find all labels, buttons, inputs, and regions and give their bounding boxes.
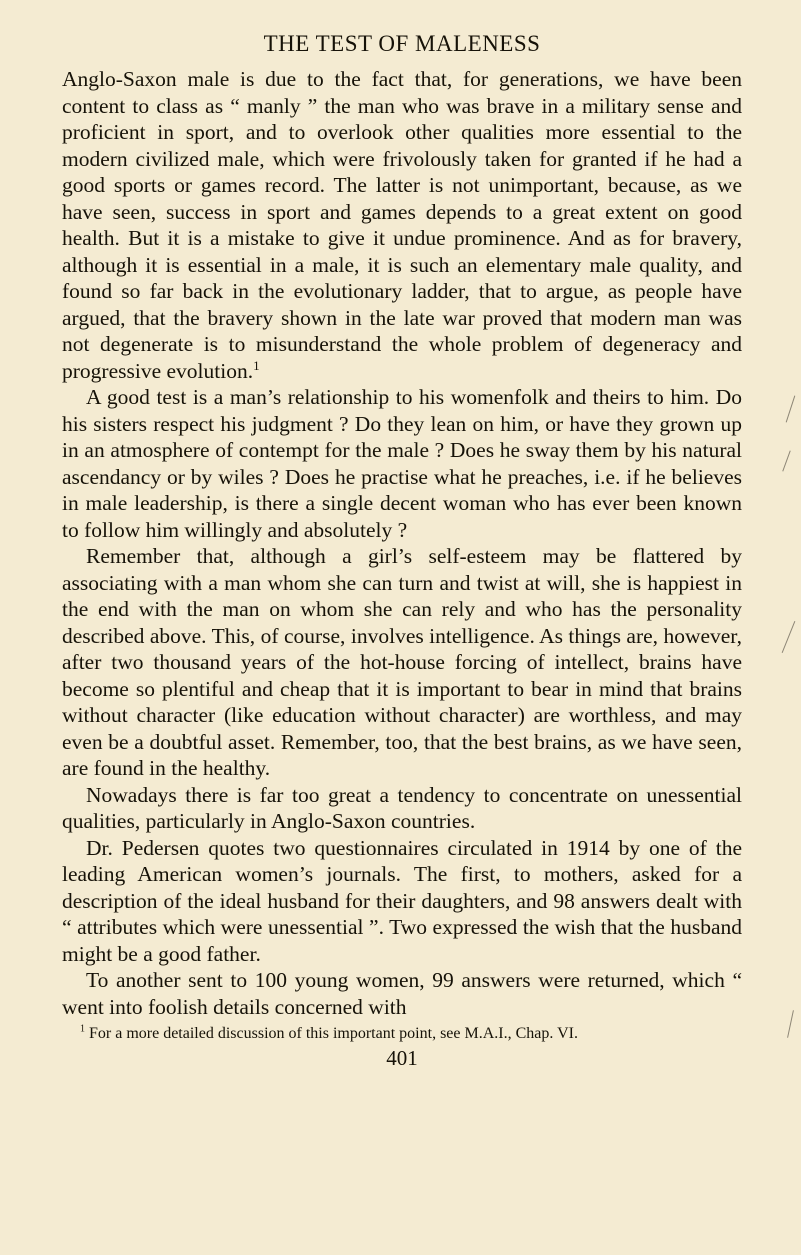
paragraph-5: Dr. Pedersen quotes two questionnaires circulated in 1914 by one of the leading American women’s journals. The first, to mothers, asked for a description of the ideal husband for their daughters, and 98 answers dealt with “ attributes which were unessential ”. Two expressed the wish that the husband might be a good father. (62, 835, 742, 966)
paragraph-4: Nowadays there is far too great a tendency to concentrate on unessential qualities, particularly in Anglo-Saxon countries. (62, 782, 742, 833)
footnote-reference: 1 (253, 357, 260, 373)
margin-pencil-mark (786, 396, 796, 423)
footnote-marker: 1 (80, 1023, 85, 1035)
page-number: 401 (386, 1046, 418, 1070)
footnote (62, 1024, 742, 1044)
book-page (62, 30, 742, 1070)
paragraph-1 (62, 66, 742, 384)
margin-pencil-mark (787, 1010, 794, 1038)
paragraph-3: Remember that, although a girl’s self-esteem may be flattered by associating with a man whom she can turn and twist at will, she is happiest in the end with the man on whom she can rely and who has the personality described above. This, of course, involves intelligence. As things are, however, after two thousand years of the hot-house forcing of intellect, brains have become so plentiful and cheap that it is important to bear in mind that brains without character (like education without character) are worthless, and may even be a doubtful asset. Remember, too, that the best brains, as we have seen, are found in the healthy. (62, 544, 742, 780)
paragraph-1-text: Anglo-Saxon male is due to the fact that, for generations, we have been content to class as “ manly ” the man who was brave in a military sense and proficient in sport, and to overlook other qualities more essential to the modern civilized male, which were frivolously taken for granted if he had a good sports or games record. The latter is not unimportant, because, as we have seen, success in sport and games depends to a great extent on good health. But it is a mistake to give it undue prominence. And as for bravery, although it is essential in a male, it is such an elementary male quality, and found so far back in the evolutionary ladder, that to argue, as people have argued, that the bravery shown in the late war proved that modern man was not degenerate is to misunderstand the whole problem of degeneracy and progressive evolution. (62, 67, 742, 383)
paragraph-6: To another sent to 100 young women, 99 answers were returned, which “ went into foolish details concerned with (62, 968, 742, 1019)
footnote-text: For a more detailed discussion of this important point, see M.A.I., Chap. VI. (89, 1025, 578, 1042)
margin-pencil-mark (782, 450, 790, 471)
paragraph-2: A good test is a man’s relationship to his womenfolk and theirs to him. Do his sisters respect his judgment ? Do they lean on him, or have they grown up in an atmosphere of contempt for the male ? Does he sway them by his natural ascendancy or by wiles ? Does he practise what he preaches, i.e. if he believes in male leadership, is there a single decent woman who has ever been known to follow him willingly and absolutely ? (62, 385, 742, 542)
margin-pencil-mark (782, 621, 796, 653)
running-head: THE TEST OF MALENESS (263, 31, 541, 56)
